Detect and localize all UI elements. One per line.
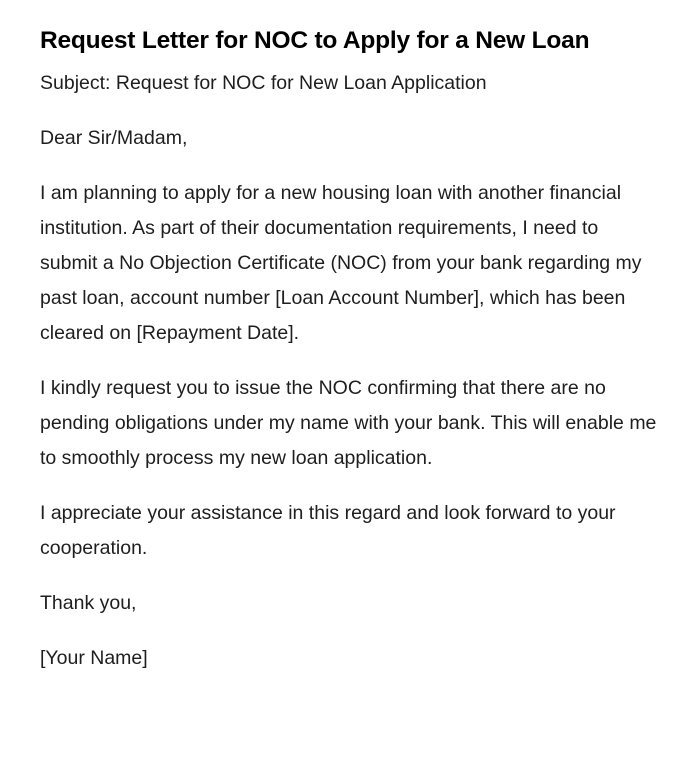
letter-body-paragraph-2: I kindly request you to issue the NOC confirming that there are no pending obligations under my name with your bank. This will enable me to smoothly process my new loan application.	[40, 377, 657, 469]
letter-signature: [Your Name]	[40, 647, 148, 669]
letter-title: Request Letter for NOC to Apply for a New Loan	[40, 27, 590, 54]
letter-body-paragraph-1: I am planning to apply for a new housing loan with another financial institution. As part of their documentation requirements, I need to submit a No Objection Certificate (NOC) from your bank regarding my past loan, account number [Loan Account Number], which has been cleared on [Repayment Date].	[40, 182, 642, 344]
letter-subject: Subject: Request for NOC for New Loan Application	[40, 72, 487, 94]
letter-closing: Thank you,	[40, 592, 137, 614]
letter-body-paragraph-3: I appreciate your assistance in this regard and look forward to your cooperation.	[40, 502, 616, 559]
letter-salutation: Dear Sir/Madam,	[40, 127, 188, 149]
